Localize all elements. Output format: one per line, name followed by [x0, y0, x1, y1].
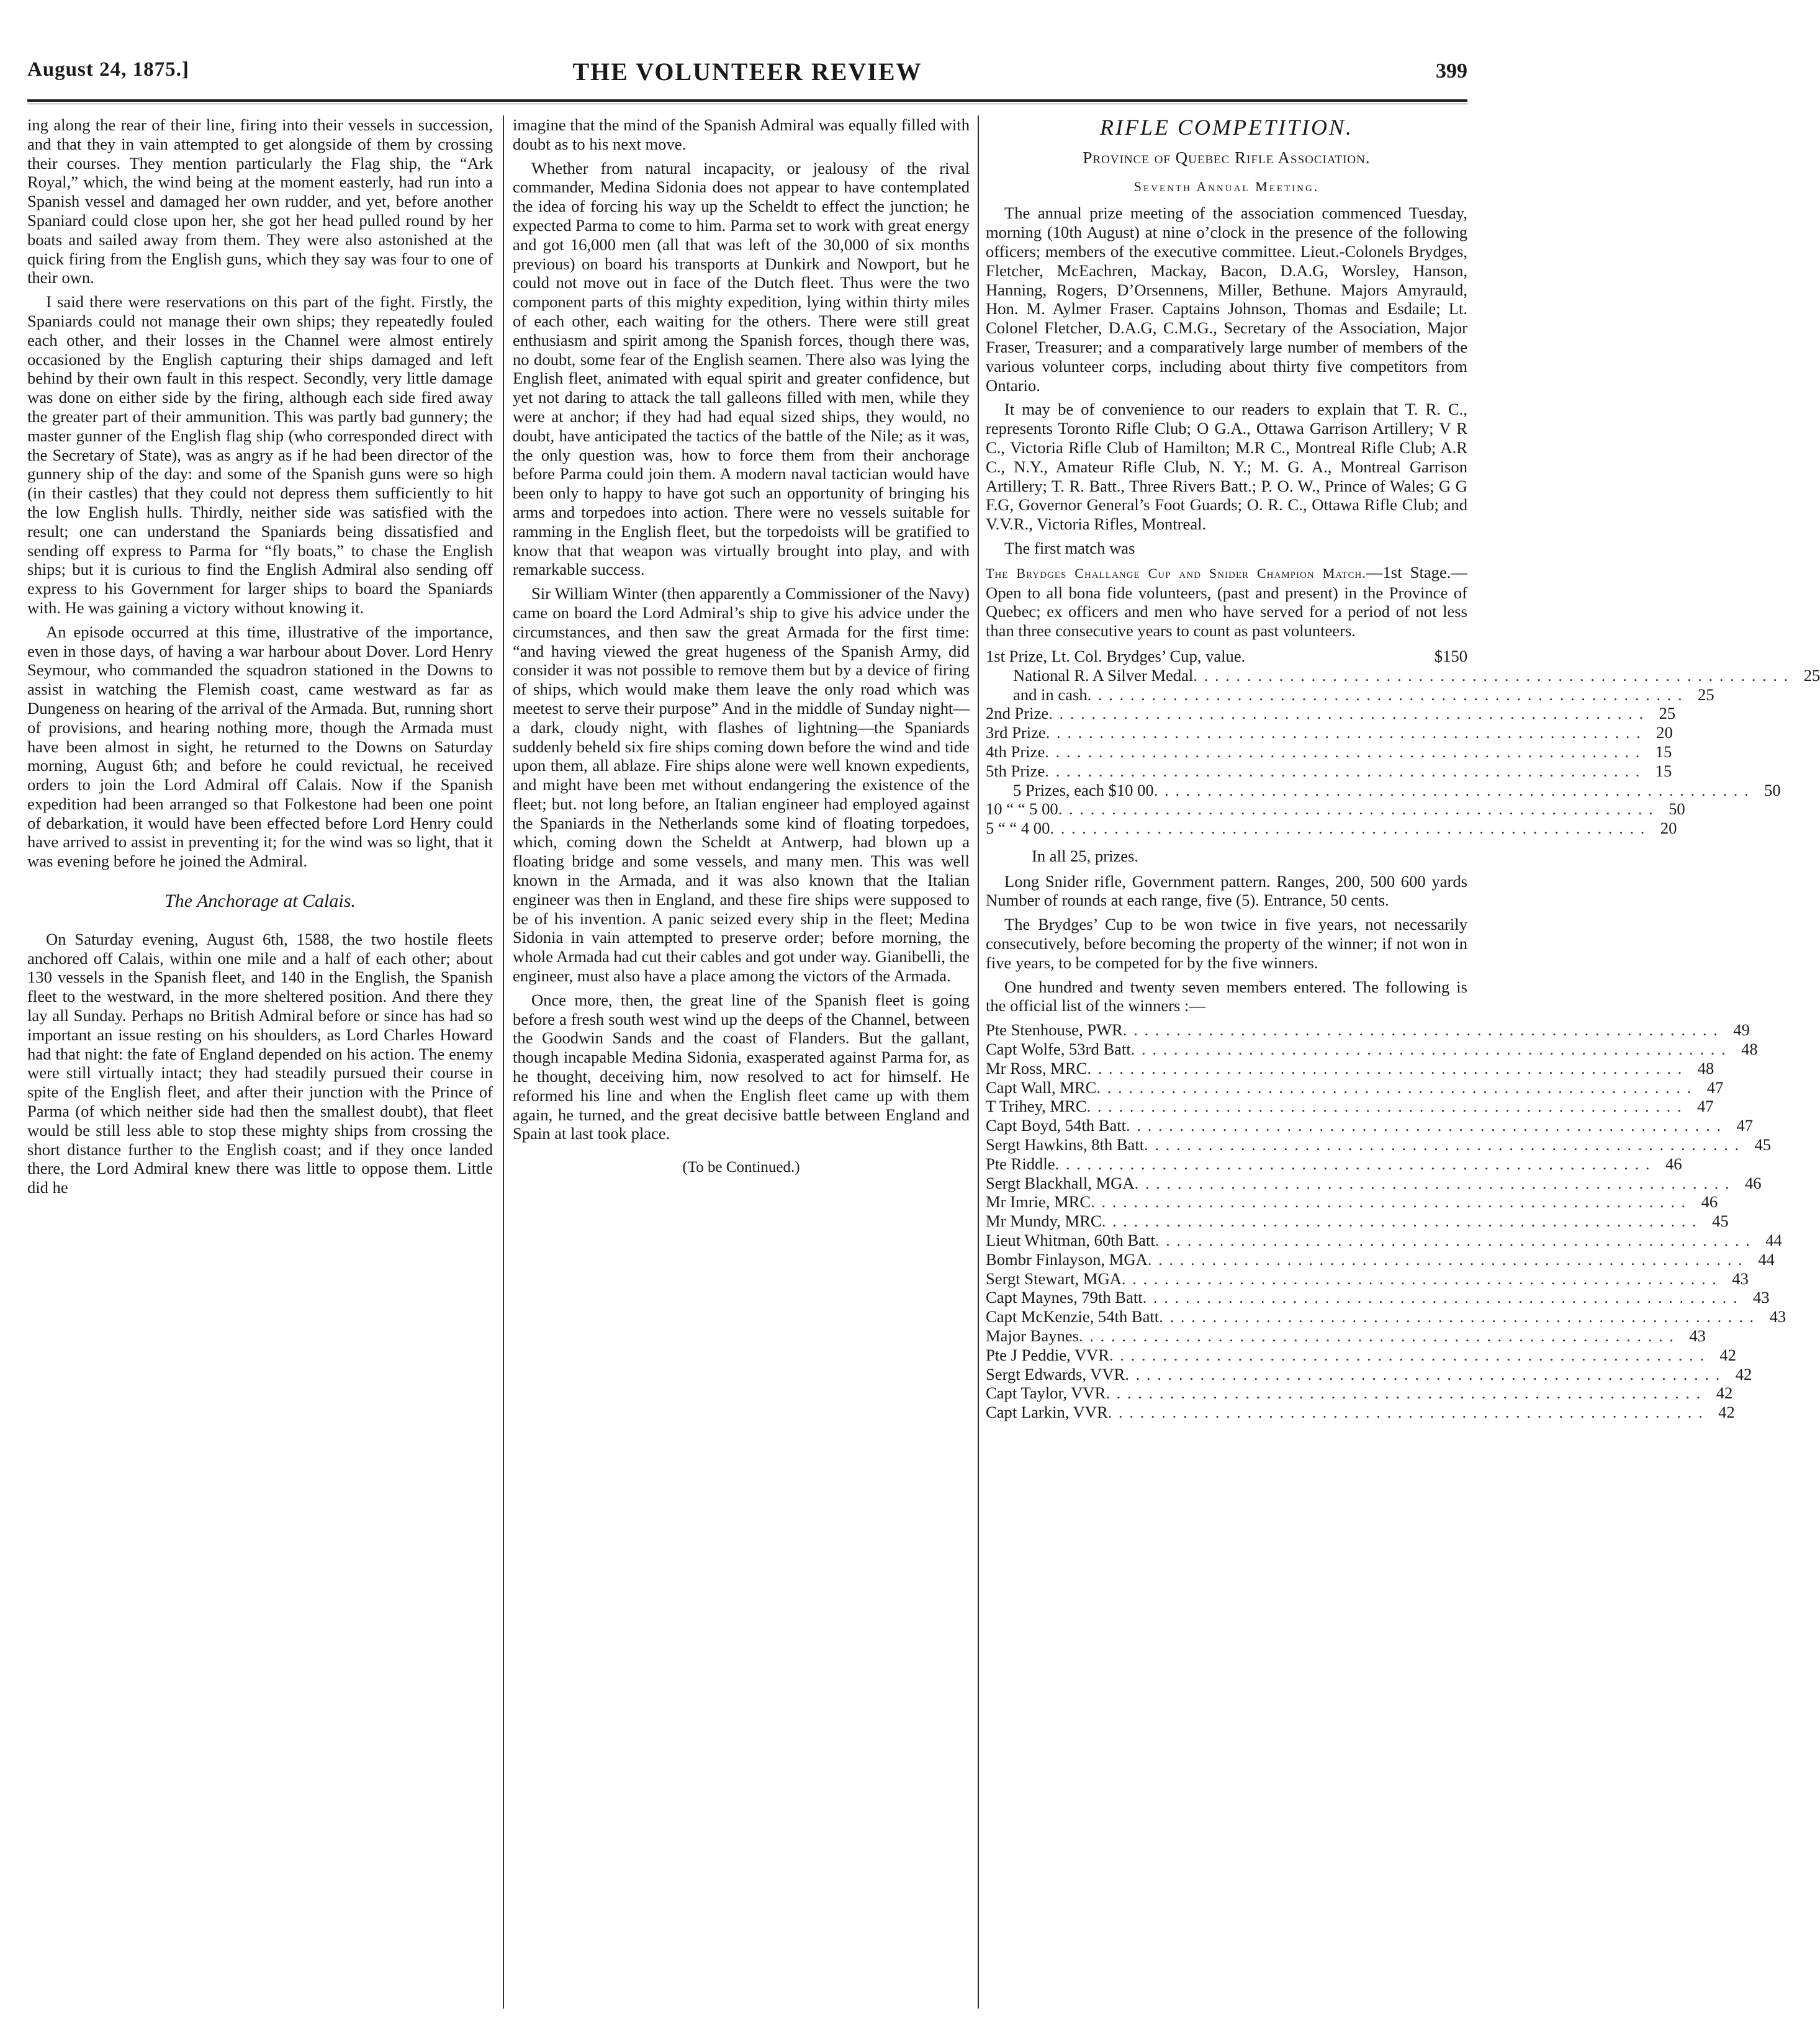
winner-score: 48	[1697, 1058, 1714, 1078]
winner-score: 48	[1741, 1040, 1758, 1059]
column-divider-2	[978, 115, 979, 2009]
leader-dots: . . . . . . . . . . . . . . . . . . . . . . . . . . . . . . . . . . . . . . . . . . . . . . . . . . . . . . . .	[1159, 1307, 1755, 1326]
header-rule	[27, 99, 1467, 102]
page-number: 399	[1436, 60, 1467, 83]
leader-dots: . . . . . . . . . . . . . . . . . . . . . . . . . . . . . . . . . . . . . . . . . . . . . . . . . . . . . . . .	[1050, 819, 1646, 838]
winners-list	[986, 1020, 1786, 1422]
winner-name: Capt Wolfe, 53rd Batt	[986, 1040, 1131, 1059]
winner-row	[986, 1020, 1750, 1040]
leader-dots: . . . . . . . . . . . . . . . . . . . . . . . . . . . . . . . . . . . . . . . . . . . . . . . . . . . . . . . .	[1087, 1058, 1683, 1078]
article-paragraph: Sir William Winter (then apparently a Commissioner of the Navy) came on board the Lord Admiral’s ship to give his advice under the circumstances, and then saw the great Armada for the first time: “and having viewed the great hugeness of the Spanish Army, did consider it was not possible to remove them but by a device of firing of ships, which would make them leave the only road which was meetest to serve their purpose” And in the middle of Sunday night—a dark, cloudy night, with flashes of lightning—the Spaniards suddenly beheld six fire ships coming down before the wind and tide upon them, all ablaze. Fire ships alone were well known expedients, and might have been met without endangering the existence of the fleet; but. not long before, an Italian engineer had employed against the Spaniards in the Netherlands some kind of floating torpedoes, which, coming down the Scheldt at Antwerp, had blown up a floating bridge and some vessels, and many men. This was well known in the Armada, and it was also known that the Italian engineer was then in England, and these fire ships were supposed to be of his invention. A panic seized every ship in the fleet; Medina Sidonia in vain attempted to preserve order; before morning, the whole Armada had cut their cables and got under way. Gianibelli, the engineer, must also have a place among the victors of the Armada.	[513, 584, 970, 986]
winner-name: Pte J Peddie, VVR	[986, 1345, 1109, 1364]
winner-score: 43	[1732, 1269, 1749, 1288]
winner-row	[986, 1288, 1770, 1307]
winner-name: T Trihey, MRC	[986, 1097, 1087, 1116]
leader-dots: . . . . . . . . . . . . . . . . . . . . . . . . . . . . . . . . . . . . . . . . . . . . . . . . . . . . . . . .	[1096, 1078, 1693, 1097]
winner-name: Mr Ross, MRC	[986, 1058, 1088, 1078]
leader-dots: . . . . . . . . . . . . . . . . . . . . . . . . . . . . . . . . . . . . . . . . . . . . . . . . . . . . . . . .	[1101, 1212, 1698, 1231]
winner-name: Sergt Hawkins, 8th Batt	[986, 1135, 1145, 1154]
leader-dots: . . . . . . . . . . . . . . . . . . . . . . . . . . . . . . . . . . . . . . . . . . . . . . . . . . . . . . . .	[1045, 742, 1641, 761]
leader-dots: . . . . . . . . . . . . . . . . . . . . . . . . . . . . . . . . . . . . . . . . . . . . . . . . . . . . . . . .	[1193, 665, 1790, 685]
leader-dots: . . . . . . . . . . . . . . . . . . . . . . . . . . . . . . . . . . . . . . . . . . . . . . . . . . . . . . . .	[1125, 1364, 1721, 1384]
prize-label: 5 “ “ 4 00	[986, 819, 1050, 838]
leader-dots: . . . . . . . . . . . . . . . . . . . . . . . . . . . . . . . . . . . . . . . . . . . . . . . . . . . . . . . .	[1109, 1345, 1705, 1364]
match-description	[986, 563, 1467, 641]
prize-label: 5th Prize	[986, 761, 1045, 780]
prize-label: National R. A Silver Medal	[1013, 665, 1194, 685]
prize-row	[986, 647, 1467, 666]
article-paragraph: I said there were reservations on this part of the fight. Firstly, the Spaniards could not manage their own ships; they repeatedly fouled each other, and their losses in the Channel were almost entirely occasioned by the English capturing their ships damaged and left behind by their own fault in this respect. Secondly, very little damage was done on either side by the firing, although each side fired away the greater part of their ammunition. This was partly bad gunnery; the master gunner of the English flag ship (who corresponded direct with the Secretary of State), was as angry as if he had been director of the gunnery ship of the day: and some of the Spanish guns were so high (in their castles) that they could not depress them sufficiently to hit the low English hulls. Thirdly, neither side was satisfied with the result; one can understand the Spaniards being dissatisfied and sending off express to Parma for “fly boats,” to chase the English ships; but it is curious to find the English Admiral also sending off express to his Government for larger ships to board the Spaniards with. He was gaining a victory without knowing it.	[27, 292, 493, 617]
winner-score: 47	[1696, 1097, 1714, 1116]
winner-row	[986, 1403, 1735, 1422]
winner-row	[986, 1249, 1775, 1269]
winner-score: 44	[1765, 1231, 1782, 1250]
winner-name: Capt Taylor, VVR	[986, 1384, 1106, 1403]
winner-name: Pte Stenhouse, PWR	[986, 1020, 1123, 1040]
article-paragraph: Whether from natural incapacity, or jealousy of the rival commander, Medina Sidonia does not appear to have contemplated the idea of forcing his way up the Scheldt to effect the junction; he expected Parma to come to him. Parma set to work with great energy and got 16,000 men (all that was left of the 30,000 of six months previous) on board his transports at Dunkirk and Nowport, but he could not move out in face of the Dutch fleet. Thus were the two component parts of this mighty expedition, lying within thirty miles of each other, each waiting for the others. There were still great enthusiasm and spirit among the Spanish forces, though there was, no doubt, some fear of the English seamen. There also was lying the English fleet, animated with equal spirit and greater confidence, but yet not daring to attack the tall galleons filled with men, while they were at anchor; if they had had equal sized ships, they would, no doubt, have anticipated the tactics of the battle of the Nile; as it was, the only question was, how to force them from their anchorage before Parma could join them. A modern naval tactician would have been only to happy to have got such an opportunity of bringing his arms and torpedoes into action. There were no vessels suitable for ramming in the English fleet, but the torpedoists will be gratified to know that that weapon was virtually brought into play, and with remarkable success.	[513, 158, 970, 579]
prize-label: 2nd Prize	[986, 704, 1049, 723]
winner-row	[986, 1116, 1754, 1135]
page-header	[27, 52, 1467, 97]
prize-label: 10 “ “ 5 00	[986, 799, 1058, 819]
prize-value: 50	[1764, 780, 1781, 799]
winner-row	[986, 1192, 1718, 1212]
winner-row	[986, 1058, 1714, 1078]
publication-title: THE VOLUNTEER REVIEW	[572, 58, 922, 86]
prize-row	[986, 665, 1820, 685]
winner-score: 46	[1665, 1154, 1682, 1173]
winner-row	[986, 1307, 1786, 1326]
article-paragraph: Long Snider rifle, Government pattern. Ranges, 200, 500 600 yards Number of rounds at each range, five (5). Entrance, 50 cents.	[986, 871, 1467, 910]
subheading-anchorage: The Anchorage at Calais.	[164, 891, 356, 912]
winner-score: 42	[1716, 1384, 1733, 1403]
winner-score: 42	[1718, 1403, 1735, 1422]
leader-dots: . . . . . . . . . . . . . . . . . . . . . . . . . . . . . . . . . . . . . . . . . . . . . . . . . . . . . . . .	[1130, 1040, 1727, 1059]
all-prizes-note: In all 25, prizes.	[1032, 846, 1139, 865]
article-paragraph: ing along the rear of their line, firing into their vessels in succession, and that they in vain attempted to get alongside of them by crossing their courses. They mention particularly the Flag ship, the “Ark Royal,” which, the wind being at the moment easterly, had run into a Spanish vessel and damaged her own rudder, and yet, before another Spaniard could close upon her, she got her head pulled round by her boats and sailed away from them. They were also astonished at the quick firing from the English guns, which they say was four to one of their own.	[27, 115, 493, 287]
winner-name: Capt McKenzie, 54th Batt	[986, 1307, 1160, 1326]
association-name: Province of Quebec Rifle Association.	[1083, 148, 1371, 167]
article-paragraph: The first match was	[1004, 538, 1135, 557]
winner-row	[986, 1212, 1729, 1231]
leader-dots: . . . . . . . . . . . . . . . . . . . . . . . . . . . . . . . . . . . . . . . . . . . . . . . . . . . . . . . .	[1153, 780, 1750, 799]
winner-row	[986, 1173, 1762, 1193]
winner-row	[986, 1364, 1752, 1384]
winner-score: 43	[1753, 1288, 1770, 1307]
prize-row	[986, 723, 1673, 742]
prize-label: 4th Prize	[986, 742, 1045, 761]
column-divider-1	[503, 115, 504, 2009]
match-title: The Brydges Challange Cup and Snider Champion Match.	[986, 565, 1366, 581]
winner-row	[986, 1326, 1706, 1346]
leader-dots: . . . . . . . . . . . . . . . . . . . . . . . . . . . . . . . . . . . . . . . . . . . . . . . . . . . . . . . .	[1058, 799, 1654, 819]
article-paragraph: On Saturday evening, August 6th, 1588, the two hostile fleets anchored off Calais, within one mile and a half of each other; about 130 vessels in the Spanish fleet, and 140 in the English, the Spanish fleet to the westward, in the more sheltered position. And there they lay all Sunday. Perhaps no British Admiral before or since has had so important an issue resting on his shoulders, as Lord Charles Howard had that night: the fate of England depended on his action. The enemy were still virtually intact; they had steadily pursued their course in spite of the English fleet, and after their junction with the Prince of Parma (of which neither side had then the smallest doubt), that fleet would be still less able to stop these mighty ships from crossing the short distance further to the English coast; and if they once landed there, the Lord Admiral knew there was little to oppose them. Little did he	[27, 929, 493, 1197]
winner-row	[986, 1345, 1736, 1365]
prize-row	[986, 799, 1685, 819]
winner-score: 46	[1744, 1173, 1762, 1192]
article-paragraph: The annual prize meeting of the association commenced Tuesday, morning (10th August) at nine o’clock in the presence of the following officers; members of the executive committee. Lieut.-Colonels Brydges, Fletcher, McEachren, Mackay, Bacon, D.A.G, Worsley, Hanson, Hanning, Rogers, D’Orsennens, Miller, Bethune. Majors Amyrauld, Hon. M. Aylmer Fraser. Captains Johnson, Thomas and Esdaile; Lt. Colonel Fletcher, D.A.G, C.M.G., Secretary of the Association, Major Fraser, Treasurer; and a comparatively large number of members of the various volunteer corps, including about thirty five competitors from Ontario.	[986, 204, 1467, 395]
prize-value: 25	[1803, 665, 1820, 685]
leader-dots: . . . . . . . . . . . . . . . . . . . . . . . . . . . . . . . . . . . . . . . . . . . . . . . . . . . . . . . .	[1087, 685, 1683, 704]
winner-name: Mr Mundy, MRC	[986, 1212, 1102, 1231]
winner-name: Mr Imrie, MRC	[986, 1192, 1091, 1212]
winner-name: Pte Riddle	[986, 1154, 1055, 1173]
prize-row	[986, 704, 1676, 723]
to-be-continued: (To be Continued.)	[682, 1159, 800, 1176]
winner-score: 46	[1701, 1192, 1718, 1212]
section-title-rifle-competition: RIFLE COMPETITION.	[1100, 115, 1353, 140]
column-3	[986, 115, 1820, 2015]
article-paragraph: imagine that the mind of the Spanish Admiral was equally filled with doubt as to his next move.	[513, 115, 970, 153]
winner-name: Lieut Whitman, 60th Batt	[986, 1231, 1155, 1250]
prize-row	[986, 742, 1672, 762]
leader-dots: . . . . . . . . . . . . . . . . . . . . . . . . . . . . . . . . . . . . . . . . . . . . . . . . . . . . . . . .	[1106, 1384, 1702, 1403]
winner-score: 47	[1736, 1116, 1754, 1135]
prize-value: 15	[1655, 742, 1672, 761]
winner-score: 49	[1733, 1020, 1750, 1040]
winner-row	[986, 1040, 1758, 1059]
prize-row	[986, 761, 1672, 781]
winner-score: 43	[1769, 1307, 1786, 1326]
prize-value: 25	[1698, 685, 1714, 704]
article-paragraph: Once more, then, the great line of the Spanish fleet is going before a fresh south west wind up the deeps of the Channel, between the Goodwin Sands and the coast of Flanders. But the gallant, though incapable Medina Sidonia, exasperated against Parma for, as he thought, deceiving him, now resolved to act for himself. He reformed his line and when the English fleet came up with them again, he turned, and the great decisive battle between England and Spain at last took place.	[513, 990, 970, 1143]
prize-value: 20	[1660, 819, 1677, 838]
leader-dots: . . . . . . . . . . . . . . . . . . . . . . . . . . . . . . . . . . . . . . . . . . . . . . . . . . . . . . . .	[1048, 704, 1645, 723]
winner-name: Sergt Blackhall, MGA	[986, 1173, 1135, 1192]
winner-name: Major Baynes	[986, 1326, 1079, 1346]
prize-label: 3rd Prize	[986, 723, 1046, 742]
winner-score: 44	[1758, 1249, 1775, 1269]
prize-label: 1st Prize, Lt. Col. Brydges’ Cup, value.	[986, 646, 1246, 665]
winner-name: Capt Maynes, 79th Batt	[986, 1288, 1143, 1307]
article-paragraph: It may be of convenience to our readers to explain that T. R. C., represents Toronto Rifle Club; O G.A., Ottawa Garrison Artillery; V R C., Victoria Rifle Club of Hamilton; M.R C., Montreal Rifle Club; A.R C., N.Y., Amateur Rifle Club, N. Y.; M. G. A., Montreal Garrison Artillery; T. R. Batt., Three Rivers Batt.; P. O. W., Prince of Wales; G G F.G, Governor General’s Foot Guards; O. R. C., Ottawa Rifle Club; and V.V.R., Victoria Rifles, Montreal.	[986, 400, 1467, 534]
leader-dots: . . . . . . . . . . . . . . . . . . . . . . . . . . . . . . . . . . . . . . . . . . . . . . . . . . . . . . . .	[1045, 761, 1641, 780]
prize-value: 20	[1656, 723, 1673, 742]
leader-dots: . . . . . . . . . . . . . . . . . . . . . . . . . . . . . . . . . . . . . . . . . . . . . . . . . . . . . . . .	[1134, 1173, 1731, 1192]
leader-dots: . . . . . . . . . . . . . . . . . . . . . . . . . . . . . . . . . . . . . . . . . . . . . . . . . . . . . . . .	[1147, 1249, 1744, 1269]
leader-dots: . . . . . . . . . . . . . . . . . . . . . . . . . . . . . . . . . . . . . . . . . . . . . . . . . . . . . . . .	[1142, 1288, 1739, 1307]
winner-score: 42	[1735, 1364, 1752, 1384]
winner-row	[986, 1384, 1733, 1403]
winner-score: 45	[1712, 1212, 1729, 1231]
winner-name: Capt Larkin, VVR	[986, 1403, 1108, 1422]
leader-dots: . . . . . . . . . . . . . . . . . . . . . . . . . . . . . . . . . . . . . . . . . . . . . . . . . . . . . . . .	[1155, 1231, 1751, 1250]
prize-label: and in cash	[1013, 685, 1088, 704]
leader-dots: . . . . . . . . . . . . . . . . . . . . . . . . . . . . . . . . . . . . . . . . . . . . . . . . . . . . . . . .	[1107, 1403, 1704, 1422]
leader-dots: . . . . . . . . . . . . . . . . . . . . . . . . . . . . . . . . . . . . . . . . . . . . . . . . . . . . . . . .	[1122, 1020, 1719, 1040]
winner-name: Sergt Stewart, MGA	[986, 1269, 1122, 1288]
winner-name: Bombr Finlayson, MGA	[986, 1249, 1148, 1269]
winner-row	[986, 1078, 1724, 1097]
prize-row	[986, 685, 1714, 704]
winner-row	[986, 1097, 1714, 1116]
article-paragraph: The Brydges’ Cup to be won twice in five years, not necessarily consecutively, before becoming the property of the winner; if not won in five years, to be competed for by the five winners.	[986, 915, 1467, 972]
leader-dots: . . . . . . . . . . . . . . . . . . . . . . . . . . . . . . . . . . . . . . . . . . . . . . . . . . . . . . . .	[1091, 1192, 1687, 1212]
prize-value: 25	[1659, 704, 1676, 723]
prize-row	[986, 780, 1781, 800]
prize-list	[986, 646, 1820, 838]
winner-name: Capt Boyd, 54th Batt	[986, 1116, 1127, 1135]
winner-score: 47	[1706, 1078, 1724, 1097]
leader-dots: . . . . . . . . . . . . . . . . . . . . . . . . . . . . . . . . . . . . . . . . . . . . . . . . . . . . . . . .	[1121, 1269, 1718, 1288]
prize-value: 50	[1669, 799, 1685, 819]
meeting-name: Seventh Annual Meeting.	[1133, 178, 1320, 194]
article-paragraph: One hundred and twenty seven members entered. The following is the official list of the winners :—	[986, 977, 1467, 1015]
winner-score: 43	[1689, 1326, 1706, 1346]
leader-dots: . . . . . . . . . . . . . . . . . . . . . . . . . . . . . . . . . . . . . . . . . . . . . . . . . . . . . . . .	[1126, 1116, 1723, 1135]
match-text: —1st Stage.—Open to all bona fide volunteers, (past and present) in the Province of Quebec; ex officers and men who have served for a period of not less than three consecutive years to count as past volunteers.	[986, 562, 1467, 641]
prize-value: 15	[1655, 761, 1672, 780]
leader-dots: . . . . . . . . . . . . . . . . . . . . . . . . . . . . . . . . . . . . . . . . . . . . . . . . . . . . . . . .	[1045, 723, 1642, 742]
issue-date: August 24, 1875.]	[27, 58, 189, 81]
winner-score: 45	[1754, 1135, 1772, 1154]
leader-dots: . . . . . . . . . . . . . . . . . . . . . . . . . . . . . . . . . . . . . . . . . . . . . . . . . . . . . . . .	[1078, 1326, 1675, 1346]
article-paragraph: An episode occurred at this time, illustrative of the importance, even in those days, of having a war harbour about Dover. Lord Henry Seymour, who commanded the squadron stationed in the Downs to assist in watching the Flemish coast, came westward as far as Dungeness on hearing of the arrival of the Armada. But, running short of provisions, and hearing nothing more, though the Armada must have been almost in sight, he returned to the Downs on Saturday morning, August 6th; and before he could revictual, he received orders to join the Lord Admiral off Calais. Now if the Spanish expedition had been arranged so that Folkestone had been one point of debarkation, it would have been effected before Lord Henry could have arrived to assist in preventing it; for the wind was so light, that it was evening before he joined the Admiral.	[27, 622, 493, 871]
prize-row	[986, 819, 1677, 838]
prize-label: 5 Prizes, each $10 00	[1013, 780, 1154, 799]
winner-name: Capt Wall, MRC	[986, 1078, 1097, 1097]
leader-dots: . . . . . . . . . . . . . . . . . . . . . . . . . . . . . . . . . . . . . . . . . . . . . . . . . . . . . . . .	[1055, 1154, 1651, 1173]
leader-dots: . . . . . . . . . . . . . . . . . . . . . . . . . . . . . . . . . . . . . . . . . . . . . . . . . . . . . . . .	[1144, 1135, 1741, 1154]
winner-row	[986, 1231, 1782, 1250]
winner-row	[986, 1135, 1772, 1154]
prize-value: $150	[1434, 646, 1467, 665]
winner-row	[986, 1154, 1682, 1174]
column-2	[513, 115, 970, 2015]
winner-name: Sergt Edwards, VVR	[986, 1364, 1125, 1384]
leader-dots: . . . . . . . . . . . . . . . . . . . . . . . . . . . . . . . . . . . . . . . . . . . . . . . . . . . . . . . .	[1086, 1097, 1683, 1116]
column-1	[27, 115, 493, 2015]
winner-row	[986, 1269, 1749, 1289]
winner-score: 42	[1719, 1345, 1736, 1364]
